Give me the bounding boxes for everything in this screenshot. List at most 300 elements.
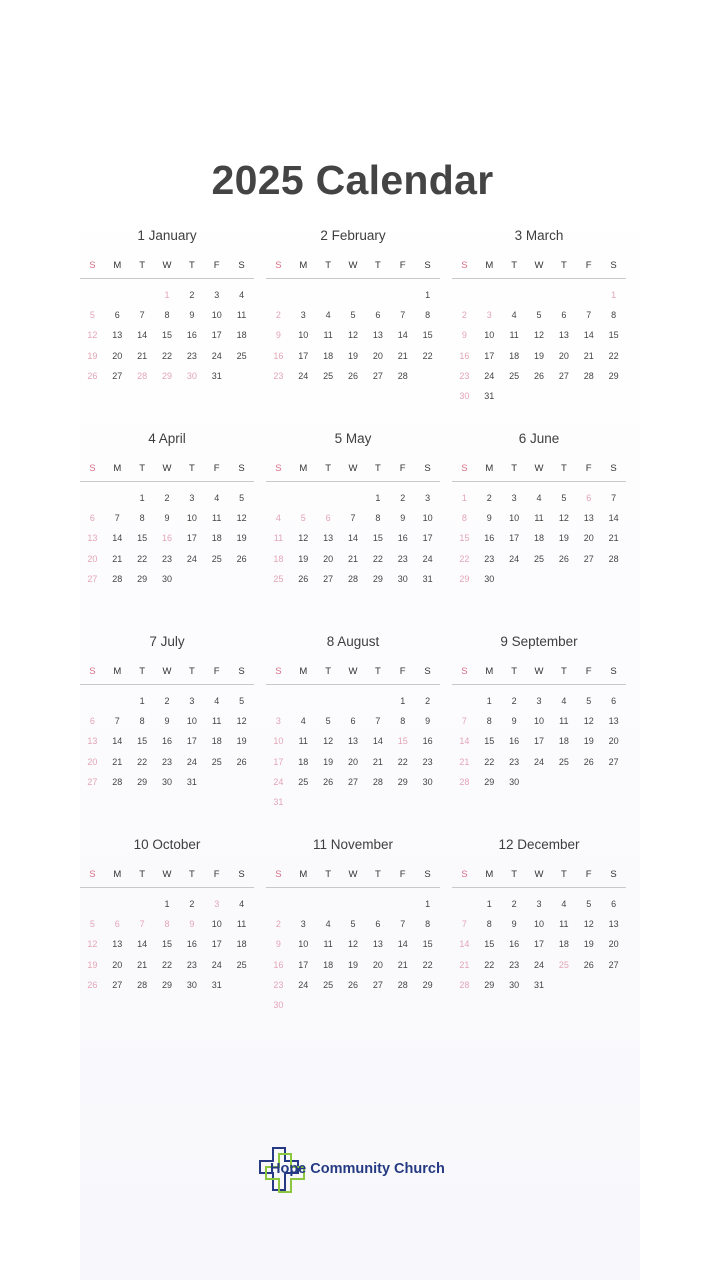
weekday-label: M [485, 463, 494, 474]
day-cell: 5 [350, 310, 356, 321]
day-cell: 24 [533, 756, 544, 767]
weekday-label: S [424, 666, 431, 677]
day-cell: 3 [189, 493, 195, 503]
day-cell: 30 [161, 573, 172, 584]
day-cell: 6 [611, 899, 617, 909]
day-cell: 19 [298, 553, 309, 564]
day-cell: 8 [139, 513, 145, 524]
month-block [452, 429, 626, 632]
day-cell: 19 [323, 756, 334, 767]
day-cell: 29 [422, 979, 433, 990]
day-cell: 18 [236, 939, 247, 950]
empty-cell [341, 285, 366, 305]
day-cell: 6 [325, 513, 331, 524]
day-cell: 23 [186, 350, 197, 361]
day-cell: 11 [509, 330, 519, 341]
empty-cell [316, 691, 341, 711]
day-cell: 7 [139, 919, 145, 930]
empty-cell [527, 285, 552, 305]
church-logo [258, 1146, 445, 1194]
weekday-label: F [585, 463, 592, 474]
day-cell: 18 [558, 736, 569, 747]
weekday-label: T [560, 260, 567, 271]
day-cell: 8 [139, 716, 145, 727]
day-cell: 27 [608, 959, 619, 970]
empty-cell [390, 285, 415, 305]
weekday-header [80, 663, 254, 685]
day-cell: 19 [533, 350, 544, 361]
day-cell: 25 [323, 370, 334, 381]
day-cell: 15 [137, 533, 148, 544]
days-grid [452, 894, 626, 995]
day-cell: 21 [397, 350, 408, 361]
day-cell: 17 [533, 736, 544, 747]
day-cell: 2 [511, 696, 517, 706]
day-cell: 19 [87, 350, 98, 361]
day-cell: 11 [559, 716, 569, 727]
day-cell: 6 [350, 716, 356, 727]
day-cell: 5 [586, 899, 592, 909]
day-cell: 30 [459, 390, 470, 401]
day-cell: 15 [137, 736, 148, 747]
empty-cell [291, 488, 316, 508]
empty-cell [266, 691, 291, 711]
month-block [266, 429, 440, 632]
day-cell: 17 [484, 350, 495, 361]
weekday-header [452, 663, 626, 685]
weekday-label: T [511, 666, 518, 677]
day-cell: 28 [347, 573, 358, 584]
day-cell: 9 [400, 513, 406, 524]
day-cell: 9 [425, 716, 431, 727]
day-cell: 16 [273, 959, 284, 970]
day-cell: 2 [486, 493, 492, 503]
day-cell: 14 [137, 939, 148, 950]
empty-cell [266, 488, 291, 508]
day-cell: 25 [558, 756, 569, 767]
weekday-label: T [560, 869, 567, 880]
day-cell: 12 [347, 939, 358, 950]
day-cell: 20 [347, 756, 358, 767]
day-cell: 29 [161, 370, 172, 381]
day-cell: 31 [273, 796, 284, 807]
day-cell: 30 [186, 979, 197, 990]
day-cell: 6 [89, 513, 95, 524]
day-cell: 6 [375, 310, 381, 321]
empty-cell [316, 488, 341, 508]
empty-cell [291, 285, 316, 305]
day-cell: 31 [533, 979, 544, 990]
day-cell: 11 [273, 533, 284, 544]
day-cell: 8 [486, 716, 492, 727]
month-block [266, 632, 440, 835]
day-cell: 22 [422, 350, 433, 361]
weekday-label: S [275, 260, 282, 271]
day-cell: 17 [422, 533, 433, 544]
day-cell: 31 [186, 776, 197, 787]
day-cell: 26 [583, 756, 594, 767]
day-cell: 11 [236, 310, 247, 321]
day-cell: 13 [372, 330, 383, 341]
day-cell: 9 [189, 919, 195, 930]
weekday-label: F [213, 869, 220, 880]
day-cell: 20 [608, 939, 619, 950]
day-cell: 31 [422, 573, 433, 584]
day-cell: 28 [608, 553, 619, 564]
day-cell: 10 [186, 513, 197, 524]
empty-cell [365, 691, 390, 711]
day-cell: 3 [536, 696, 542, 706]
day-cell: 14 [347, 533, 358, 544]
day-cell: 20 [112, 959, 123, 970]
day-cell: 5 [300, 513, 306, 524]
empty-cell [105, 894, 130, 914]
day-cell: 14 [397, 330, 408, 341]
day-cell: 27 [347, 776, 358, 787]
day-cell: 7 [586, 310, 592, 321]
day-cell: 10 [533, 919, 544, 930]
day-cell: 24 [273, 776, 284, 787]
day-cell: 13 [558, 330, 569, 341]
days-grid [80, 488, 254, 589]
day-cell: 26 [236, 553, 247, 564]
day-cell: 13 [87, 533, 98, 544]
weekday-label: S [275, 666, 282, 677]
weekday-label: S [424, 260, 431, 271]
weekday-label: M [113, 869, 122, 880]
day-cell: 24 [298, 979, 309, 990]
weekday-header [80, 460, 254, 482]
weekday-label: T [325, 869, 332, 880]
day-cell: 12 [87, 939, 98, 950]
weekday-label: S [610, 666, 617, 677]
day-cell: 23 [161, 756, 172, 767]
day-cell: 15 [161, 330, 172, 341]
day-cell: 28 [137, 370, 148, 381]
day-cell: 23 [509, 959, 520, 970]
weekday-label: S [238, 260, 245, 271]
day-cell: 17 [186, 736, 197, 747]
weekday-label: S [610, 869, 617, 880]
weekday-label: M [299, 260, 308, 271]
weekday-label: M [113, 666, 122, 677]
month-title: 12 December [498, 837, 580, 852]
cross-logo-icon [258, 1146, 445, 1194]
day-cell: 26 [236, 756, 247, 767]
day-cell: 14 [608, 513, 619, 524]
day-cell: 14 [459, 939, 470, 950]
day-cell: 11 [534, 513, 544, 524]
month-block [452, 226, 626, 429]
weekday-label: S [461, 463, 468, 474]
weekday-label: W [348, 463, 358, 474]
day-cell: 3 [275, 716, 281, 727]
day-cell: 23 [273, 370, 284, 381]
day-cell: 29 [608, 370, 619, 381]
day-cell: 23 [161, 553, 172, 564]
day-cell: 3 [189, 696, 195, 706]
day-cell: 10 [211, 919, 222, 930]
day-cell: 1 [486, 696, 492, 706]
month-title: 11 November [312, 837, 394, 852]
day-cell: 13 [347, 736, 358, 747]
weekday-label: W [534, 869, 544, 880]
day-cell: 7 [139, 310, 145, 321]
weekday-label: T [139, 869, 146, 880]
weekday-label: M [485, 666, 494, 677]
day-cell: 10 [509, 513, 520, 524]
day-cell: 31 [211, 370, 222, 381]
empty-cell [105, 691, 130, 711]
weekday-label: T [188, 869, 195, 880]
day-cell: 7 [611, 493, 617, 503]
day-cell: 20 [87, 756, 98, 767]
weekday-label: T [374, 260, 381, 271]
empty-cell [80, 285, 105, 305]
month-block [266, 835, 440, 1038]
weekday-label: F [399, 666, 406, 677]
day-cell: 18 [533, 533, 544, 544]
day-cell: 13 [372, 939, 383, 950]
day-cell: 21 [112, 553, 123, 564]
day-cell: 15 [422, 939, 433, 950]
day-cell: 29 [137, 776, 148, 787]
day-cell: 10 [298, 330, 309, 341]
day-cell: 25 [236, 959, 247, 970]
day-cell: 16 [186, 330, 197, 341]
day-cell: 12 [347, 330, 358, 341]
day-cell: 7 [400, 310, 406, 321]
day-cell: 20 [112, 350, 123, 361]
weekday-label: W [162, 869, 172, 880]
month-block [80, 226, 254, 429]
day-cell: 20 [372, 350, 383, 361]
month-title: 4 April [148, 431, 186, 446]
day-cell: 4 [325, 919, 331, 930]
weekday-header [452, 866, 626, 888]
church-name: Hope Community Church [270, 1161, 445, 1177]
weekday-label: S [238, 666, 245, 677]
day-cell: 3 [214, 290, 220, 300]
day-cell: 23 [422, 756, 433, 767]
day-cell: 7 [461, 716, 467, 727]
day-cell: 4 [325, 310, 331, 321]
weekday-label: T [188, 666, 195, 677]
weekday-label: W [162, 260, 172, 271]
day-cell: 6 [375, 919, 381, 930]
day-cell: 10 [186, 716, 197, 727]
day-cell: 22 [372, 553, 383, 564]
weekday-label: T [188, 260, 195, 271]
day-cell: 26 [323, 776, 334, 787]
day-cell: 3 [536, 899, 542, 909]
days-grid [80, 691, 254, 792]
day-cell: 2 [189, 290, 195, 300]
day-cell: 4 [536, 493, 542, 503]
day-cell: 20 [323, 553, 334, 564]
weekday-label: T [374, 869, 381, 880]
day-cell: 15 [161, 939, 172, 950]
weekday-label: W [162, 463, 172, 474]
day-cell: 3 [511, 493, 517, 503]
weekday-label: T [325, 463, 332, 474]
day-cell: 12 [583, 919, 594, 930]
day-cell: 19 [347, 350, 358, 361]
day-cell: 21 [459, 756, 470, 767]
day-cell: 22 [161, 959, 172, 970]
weekday-label: F [213, 260, 220, 271]
month-title: 3 March [514, 228, 564, 243]
day-cell: 6 [114, 919, 120, 930]
day-cell: 21 [459, 959, 470, 970]
day-cell: 6 [114, 310, 120, 321]
day-cell: 24 [509, 553, 520, 564]
day-cell: 29 [137, 573, 148, 584]
day-cell: 23 [459, 370, 470, 381]
day-cell: 4 [275, 513, 281, 524]
empty-cell [341, 691, 366, 711]
weekday-label: S [275, 869, 282, 880]
empty-cell [390, 894, 415, 914]
month-title: 6 June [518, 431, 560, 446]
weekday-label: S [89, 869, 96, 880]
weekday-header [266, 460, 440, 482]
day-cell: 26 [87, 979, 98, 990]
weekday-header [266, 663, 440, 685]
weekday-label: M [299, 463, 308, 474]
day-cell: 19 [347, 959, 358, 970]
month-title: 2 February [320, 228, 386, 243]
day-cell: 25 [211, 756, 222, 767]
day-cell: 5 [536, 310, 542, 321]
day-cell: 16 [509, 939, 520, 950]
day-cell: 1 [611, 290, 617, 300]
day-cell: 29 [484, 776, 495, 787]
day-cell: 10 [211, 310, 222, 321]
day-cell: 19 [236, 533, 247, 544]
day-cell: 26 [347, 370, 358, 381]
day-cell: 16 [459, 350, 470, 361]
day-cell: 24 [186, 553, 197, 564]
day-cell: 21 [397, 959, 408, 970]
day-cell: 12 [533, 330, 544, 341]
day-cell: 9 [275, 939, 281, 950]
month-title: 5 May [334, 431, 372, 446]
day-cell: 1 [139, 696, 145, 706]
day-cell: 5 [239, 493, 245, 503]
day-cell: 6 [561, 310, 567, 321]
day-cell: 29 [161, 979, 172, 990]
day-cell: 9 [164, 513, 170, 524]
day-cell: 17 [298, 959, 309, 970]
empty-cell [80, 691, 105, 711]
day-cell: 30 [509, 776, 520, 787]
day-cell: 17 [533, 939, 544, 950]
day-cell: 1 [461, 493, 467, 503]
day-cell: 14 [583, 330, 594, 341]
day-cell: 20 [583, 533, 594, 544]
day-cell: 11 [298, 736, 308, 747]
day-cell: 6 [586, 493, 592, 503]
day-cell: 22 [459, 553, 470, 564]
day-cell: 22 [137, 756, 148, 767]
day-cell: 13 [583, 513, 594, 524]
day-cell: 14 [112, 533, 123, 544]
days-grid [452, 691, 626, 792]
days-grid [266, 488, 440, 589]
day-cell: 19 [87, 959, 98, 970]
day-cell: 18 [558, 939, 569, 950]
day-cell: 19 [236, 736, 247, 747]
day-cell: 23 [484, 553, 495, 564]
weekday-label: T [374, 666, 381, 677]
day-cell: 24 [533, 959, 544, 970]
empty-cell [341, 488, 366, 508]
weekday-label: S [275, 463, 282, 474]
day-cell: 28 [137, 979, 148, 990]
day-cell: 30 [273, 999, 284, 1010]
day-cell: 27 [87, 573, 98, 584]
day-cell: 28 [459, 979, 470, 990]
weekday-label: T [139, 666, 146, 677]
weekday-label: T [139, 260, 146, 271]
month-title: 1 January [137, 228, 197, 243]
day-cell: 25 [298, 776, 309, 787]
day-cell: 26 [558, 553, 569, 564]
day-cell: 8 [611, 310, 617, 321]
day-cell: 6 [611, 696, 617, 706]
weekday-label: W [348, 260, 358, 271]
day-cell: 30 [397, 573, 408, 584]
weekday-label: M [485, 260, 494, 271]
day-cell: 16 [422, 736, 433, 747]
day-cell: 4 [214, 493, 220, 503]
empty-cell [80, 894, 105, 914]
weekday-label: T [188, 463, 195, 474]
weekday-label: M [113, 260, 122, 271]
day-cell: 9 [275, 330, 281, 341]
day-cell: 20 [608, 736, 619, 747]
day-cell: 26 [347, 979, 358, 990]
day-cell: 25 [533, 553, 544, 564]
day-cell: 12 [298, 533, 309, 544]
day-cell: 31 [484, 390, 495, 401]
day-cell: 30 [186, 370, 197, 381]
day-cell: 8 [461, 513, 467, 524]
weekday-label: F [585, 260, 592, 271]
day-cell: 10 [422, 513, 433, 524]
day-cell: 3 [300, 919, 306, 930]
day-cell: 6 [89, 716, 95, 727]
day-cell: 14 [137, 330, 148, 341]
day-cell: 16 [509, 736, 520, 747]
empty-cell [316, 285, 341, 305]
day-cell: 27 [372, 979, 383, 990]
day-cell: 30 [422, 776, 433, 787]
days-grid [80, 285, 254, 386]
day-cell: 22 [484, 959, 495, 970]
weekday-label: S [89, 463, 96, 474]
day-cell: 26 [298, 573, 309, 584]
day-cell: 17 [186, 533, 197, 544]
day-cell: 27 [323, 573, 334, 584]
weekday-label: W [162, 666, 172, 677]
day-cell: 8 [425, 919, 431, 930]
day-cell: 28 [397, 979, 408, 990]
empty-cell [105, 488, 130, 508]
day-cell: 15 [422, 330, 433, 341]
day-cell: 26 [533, 370, 544, 381]
